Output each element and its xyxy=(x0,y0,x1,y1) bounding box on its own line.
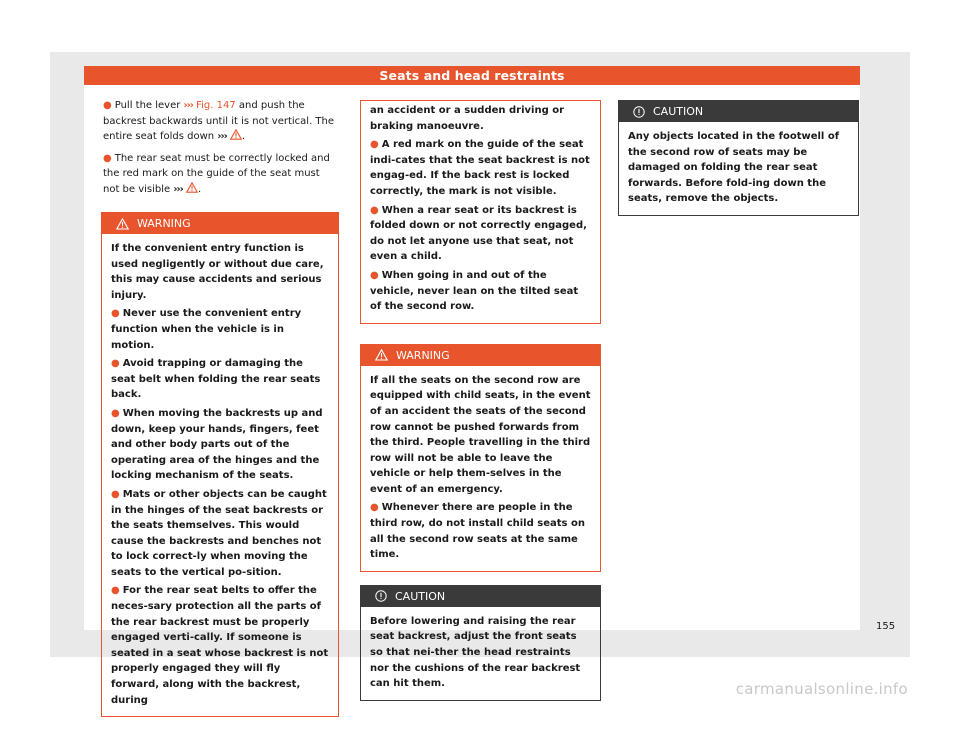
warning-intro: If the convenient entry function is used negligently or without due care, this may cause accidents and serious injury. xyxy=(111,243,324,301)
list-item xyxy=(370,268,591,315)
text: Avoid trapping or damaging the seat belt when folding the rear seats back. xyxy=(111,358,321,401)
text: . xyxy=(241,131,246,142)
caution-header xyxy=(619,101,858,122)
reference-arrows: ››› xyxy=(183,100,193,111)
list-item xyxy=(370,203,591,265)
list-item xyxy=(111,306,329,353)
text: and push the backrest backwards until it is not vertical. The entire seat folds down xyxy=(103,100,335,142)
warning-triangle-icon[interactable] xyxy=(186,182,198,199)
caution-box-footwell xyxy=(618,100,859,216)
column-1 xyxy=(103,98,339,729)
column-2 xyxy=(360,100,601,713)
text: A red mark on the guide of the seat indi-cates that the seat backrest is not engag-ed. If the back rest is locked correctly, the mark is not visible. xyxy=(370,139,590,197)
text: Mats or other objects can be caught in the hinges of the seat backrests or the seats themselves. This would cause the backrests and benches not to lock correct-ly when moving the seats to the vertical po-sition. xyxy=(111,488,327,578)
warning-continued-body xyxy=(361,101,600,323)
list-item xyxy=(111,406,329,484)
bullet-icon: ● xyxy=(370,204,379,216)
warning-body xyxy=(361,366,600,571)
warning-triangle-icon xyxy=(116,218,129,230)
list-item xyxy=(111,356,329,403)
caution-text: Any objects located in the footwell of the second row of seats may be damaged on folding the rear seat forwards. Before fold-ing down the seats, remove the objects. xyxy=(628,131,840,205)
list-item xyxy=(111,487,329,581)
warning-header xyxy=(102,213,338,234)
warning-box-continued xyxy=(360,100,601,324)
caution-header xyxy=(361,586,600,607)
warning-box-convenient-entry xyxy=(101,212,339,717)
bullet-icon: ● xyxy=(111,358,120,370)
warning-title: WARNING xyxy=(396,348,450,362)
warning-title: WARNING xyxy=(137,217,191,230)
instruction-paragraph-1 xyxy=(103,98,339,146)
text: When moving the backrests up and down, keep your hands, fingers, feet and other body parts out of the operating area of the hinges and the locking mechanism of the seats. xyxy=(111,407,323,482)
caution-text: Before lowering and raising the rear seat backrest, adjust the front seats so that nei-ther the head restraints nor the cushions of the rear backrest can hit them. xyxy=(370,615,581,690)
reference-arrows: ››› xyxy=(217,131,227,142)
bullet-icon: ● xyxy=(103,100,112,111)
reference-arrows: ››› xyxy=(173,183,183,195)
bullet-icon: ● xyxy=(370,269,379,281)
warning-body xyxy=(102,234,338,716)
bullet-icon: ● xyxy=(111,488,120,500)
list-item xyxy=(370,500,591,562)
text: Whenever there are people in the third row, do not install child seats on all the second row seats at the same time. xyxy=(370,502,585,561)
bullet-icon: ● xyxy=(111,585,120,597)
text: The rear seat must be correctly locked and the red mark on the guide of the seat must not be visible xyxy=(103,152,330,195)
warning-header xyxy=(361,345,600,366)
warning-triangle-icon xyxy=(375,349,388,361)
text: When a rear seat or its backrest is folded down or not correctly engaged, do not let anyone use that seat, not even a child. xyxy=(370,204,587,263)
warning-intro: If all the seats on the second row are equipped with child seats, in the event of an accident the seats of the second row cannot be pushed forwards from the third. People travelling in the third row will not be able to leave the vehicle or help them-selves in the event of an emergency. xyxy=(370,374,591,495)
watermark-text: carmanualsonline.info xyxy=(735,680,908,698)
warning-triangle-icon[interactable] xyxy=(230,129,242,146)
watermark xyxy=(0,680,960,698)
bullet-icon: ● xyxy=(111,308,120,320)
instruction-paragraph-2 xyxy=(103,151,339,199)
warning-box-child-seats xyxy=(360,344,601,572)
caution-title: CAUTION xyxy=(395,589,446,603)
bullet-icon: ● xyxy=(370,502,379,514)
section-header: Seats and head restraints xyxy=(84,66,860,85)
caution-circle-icon xyxy=(375,590,387,602)
bullet-icon: ● xyxy=(370,139,379,151)
figure-link[interactable]: Fig. 147 xyxy=(196,100,236,111)
continued-text: an accident or a sudden driving or braking manoeuvre. xyxy=(370,105,565,132)
text: For the rear seat belts to offer the neces-sary protection all the parts of the rear backrest must be properly engaged verti-cally. If someone is seated in a seat whose backrest is not properly engaged they will fly forward, along with the backrest, during xyxy=(111,585,329,706)
text: . xyxy=(197,183,202,195)
text: Never use the convenient entry function when the vehicle is in motion. xyxy=(111,308,302,351)
page-number: 155 xyxy=(876,621,896,632)
text: When going in and out of the vehicle, never lean on the tilted seat of the second row. xyxy=(370,269,579,313)
list-item xyxy=(370,137,591,199)
column-3 xyxy=(618,100,859,228)
bullet-icon: ● xyxy=(111,407,120,419)
text: Pull the lever xyxy=(114,100,184,111)
caution-body xyxy=(619,122,858,215)
bullet-icon: ● xyxy=(103,152,112,164)
caution-circle-icon xyxy=(633,106,645,118)
caution-title: CAUTION xyxy=(653,105,704,118)
